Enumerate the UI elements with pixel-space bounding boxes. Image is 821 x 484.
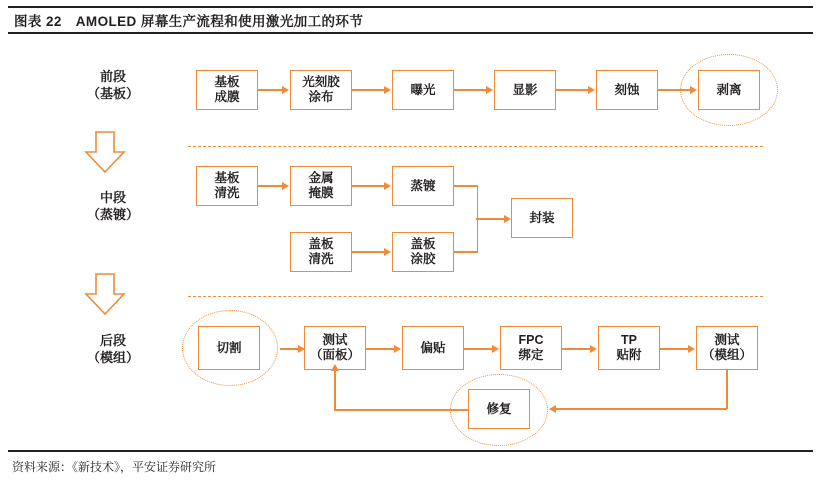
arrowhead-back-2 xyxy=(394,345,401,353)
node-test-module[interactable]: 测试 （模组） xyxy=(696,326,758,370)
exhibit-title-bar xyxy=(8,6,813,34)
exhibit-number: 图表 22 xyxy=(14,14,62,29)
connector-return-up xyxy=(334,371,336,410)
node-cover-clean[interactable]: 盖板 清洗 xyxy=(290,232,352,272)
node-fpc-bond[interactable]: FPC 绑定 xyxy=(500,326,562,370)
node-repair[interactable]: 修复 xyxy=(468,389,530,429)
node-etch[interactable]: 刻蚀 xyxy=(596,70,658,110)
node-test-panel[interactable]: 测试 （面板） xyxy=(304,326,366,370)
source-bar xyxy=(8,450,813,476)
exhibit-frame xyxy=(8,6,813,476)
node-photoresist-coating[interactable]: 光刻胶 涂布 xyxy=(290,70,352,110)
connector-back-5 xyxy=(660,348,688,350)
arrowhead-middle-1 xyxy=(282,182,289,190)
arrowhead-loop-repair xyxy=(549,405,556,413)
node-cover-glue[interactable]: 盖板 涂胶 xyxy=(392,232,454,272)
connector-back-4 xyxy=(562,348,590,350)
connector-back-2 xyxy=(366,348,394,350)
stage-transition-arrow-1 xyxy=(84,130,126,179)
connector-merge-bottom xyxy=(454,251,478,253)
source-note: 资料来源：《新技术》，平安证券研究所 xyxy=(12,459,217,474)
page-title xyxy=(8,10,363,30)
arrowhead-back-4 xyxy=(590,345,597,353)
arrowhead-back-5 xyxy=(688,345,695,353)
section-divider-2 xyxy=(188,296,763,297)
node-metal-mask[interactable]: 金属 掩膜 xyxy=(290,166,352,206)
arrowhead-merge xyxy=(504,215,511,223)
node-strip[interactable]: 剥离 xyxy=(698,70,760,110)
node-substrate-film[interactable]: 基板 成膜 xyxy=(196,70,258,110)
connector-middle-1 xyxy=(258,185,282,187)
connector-loop-down xyxy=(726,370,728,409)
arrowhead-back-3 xyxy=(492,345,499,353)
connector-front-4 xyxy=(556,89,588,91)
laser-highlight-strip xyxy=(680,54,778,126)
connector-merge-out xyxy=(476,218,504,220)
connector-front-3 xyxy=(454,89,486,91)
section-divider-1 xyxy=(188,146,763,147)
node-polarizer[interactable]: 偏贴 xyxy=(402,326,464,370)
connector-loop-left xyxy=(556,408,727,410)
arrowhead-front-4 xyxy=(588,86,595,94)
exhibit-title: AMOLED 屏幕生产流程和使用激光加工的环节 xyxy=(75,14,364,29)
connector-middle-2 xyxy=(352,185,384,187)
node-tp-attach[interactable]: TP 贴附 xyxy=(598,326,660,370)
connector-merge-vertical xyxy=(477,185,479,219)
connector-back-1 xyxy=(280,348,298,350)
node-develop[interactable]: 显影 xyxy=(494,70,556,110)
connector-return-left xyxy=(334,409,468,411)
arrowhead-return xyxy=(331,364,339,371)
stage-transition-arrow-2 xyxy=(84,272,126,321)
arrowhead-front-2 xyxy=(384,86,391,94)
flowchart-canvas xyxy=(8,34,813,450)
node-cutting[interactable]: 切割 xyxy=(198,326,260,370)
connector-merge-vertical-2 xyxy=(477,218,479,252)
stage-label-front: 前段 （基板） xyxy=(86,69,139,101)
node-exposure[interactable]: 曝光 xyxy=(392,70,454,110)
node-encapsulation[interactable]: 封装 xyxy=(511,198,573,238)
connector-merge-top xyxy=(454,185,478,187)
arrowhead-front-1 xyxy=(282,86,289,94)
arrowhead-middle-2 xyxy=(384,182,391,190)
node-evaporation[interactable]: 蒸镀 xyxy=(392,166,454,206)
connector-middle-3 xyxy=(352,251,384,253)
node-substrate-clean[interactable]: 基板 清洗 xyxy=(196,166,258,206)
connector-front-2 xyxy=(352,89,384,91)
arrowhead-middle-3 xyxy=(384,248,391,256)
connector-back-3 xyxy=(464,348,492,350)
connector-front-1 xyxy=(258,89,282,91)
stage-label-back: 后段 （模组） xyxy=(86,333,139,365)
arrowhead-front-3 xyxy=(486,86,493,94)
laser-highlight-cutting xyxy=(182,310,278,386)
stage-label-middle: 中段 （蒸镀） xyxy=(86,190,139,222)
